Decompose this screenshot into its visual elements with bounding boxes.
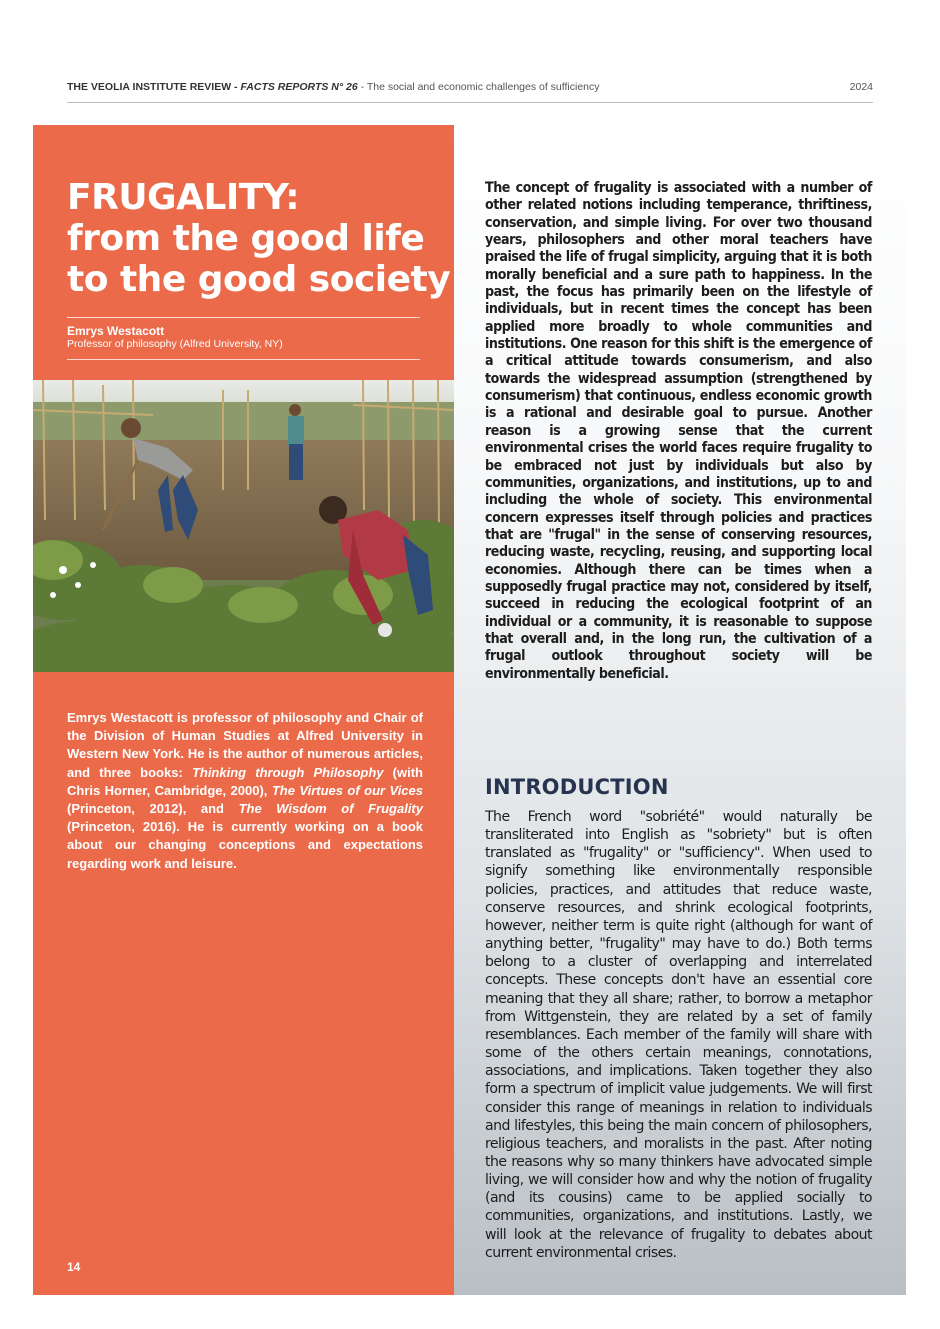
bio-text: (Princeton, 2012), and [67, 801, 239, 817]
article-body [454, 125, 906, 1295]
photo-illustration [33, 380, 454, 672]
garden-photo [33, 380, 454, 672]
header-year: 2024 [849, 81, 873, 93]
introduction-heading: INTRODUCTION [485, 775, 669, 799]
article-title [67, 177, 450, 300]
introduction-text: The French word "sobriété" would naturally be transliterated into English as "sobriety" but is often translated as "frugality" or "sufficiency". When used to signify something like environmentally responsible policies, practices, and attitudes that reduce waste, conserve resources, and shrink ecological footprints, however, neither term is quite right (although for want of anything better, "frugality" may have to do.) Both terms belong to a cluster of overlapping and interrelated concepts. These concepts don't have an essential core meaning that they all share; rather, to borrow a metaphor from Wittgenstein, they are related by a set of family resemblances. Each member of the family will share with some of the others certain meanings, connotations, associations, and implications. Taken together they also form a spectrum of implicit value judgements. We will first consider this range of meanings in relation to individuals and lifestyles, this being the main concern of philosophers, religious teachers, and moralists in the past. After noting the reasons why so many thinkers have advocated simple living, we will consider how and why the notion of frugality (and its cousins) came to be applied socially to communities, organizations, and institutions. Lastly, we will look at the relevance of frugality to debates about current environmental crises. [485, 809, 872, 1261]
book-title: Thinking through Philosophy [191, 764, 384, 780]
header-left [67, 81, 600, 93]
book-title: The Wisdom of Frugality [238, 801, 423, 817]
article-sidebar [33, 125, 454, 1295]
issue-subtitle: - The social and economic challenges of sufficiency [360, 81, 600, 93]
series-name: FACTS REPORTS N° 26 [240, 81, 358, 93]
title-line: FRUGALITY: [67, 177, 300, 218]
title-line: to the good society [67, 259, 451, 300]
author-name: Emrys Westacott [67, 324, 165, 338]
running-header [67, 80, 873, 103]
bio-text: (with Chris Horner, Cambridge, 2000), [67, 764, 423, 798]
book-title: The Virtues of our Vices [271, 782, 423, 798]
divider [67, 359, 420, 360]
page-number: 14 [67, 1260, 81, 1274]
article-abstract: The concept of frugality is associated with a number of other related notions including temperance, thriftiness, conservation, and simple living. For over two thousand years, philosophers and other moral teachers have praised the life of frugal simplicity, arguing that it is both morally beneficial and a sure path to happiness. In the past, the focus has primarily been on the lifestyle of individuals, but in recent times the concept has been applied more broadly to whole communities and institutions. One reason for this shift is the emergence of a critical attitude towards consumerism, and also towards the widespread assumption (strengthened by consumerism) that continuous, endless economic growth is a rational and desirable goal to pursue. Another reason is a growing sense that the current environmental crises the world faces require frugality to be embraced not just by individuals but also by communities, organizations, and institutions, up to and including the whole of society. This environmental concern expresses itself through policies and practices that are "frugal" in the sense of conserving resources, reducing waste, recycling, reusing, and supporting local economies. Although there can be times when a supposedly frugal practice may not, considered by itself, succeed in reducing the ecological footprint of an individual or a community, it is reasonable to suppose that overall and, in the long run, the cultivation of a frugal outlook throughout society will be environmentally beneficial. [485, 180, 872, 682]
author-bio [67, 709, 423, 873]
publication-name: THE VEOLIA INSTITUTE REVIEW - [67, 81, 238, 93]
bio-text: (Princeton, 2016). He is currently working on a book about our changing conceptions and expectations regarding work and leisure. [67, 819, 423, 871]
author-role: Professor of philosophy (Alfred University, NY) [67, 338, 283, 350]
title-line: from the good life [67, 218, 425, 259]
divider [67, 317, 420, 318]
bio-text: Emrys Westacott is professor of philosophy and Chair of the Division of Human Studies at Alfred University in Western New York. He is the author of numerous articles, and three books: [67, 710, 423, 780]
